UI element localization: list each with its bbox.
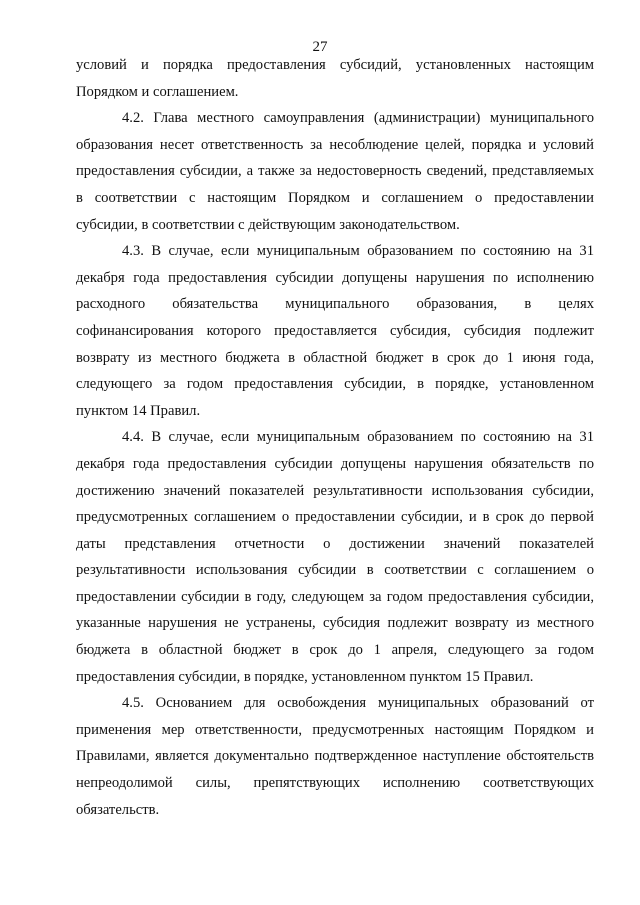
paragraph-4-2: 4.2. Глава местного самоуправления (администрации) муниципального образования несет ответственность за несоблюдение целей, порядка и условий предоставления субсидии, а также за недостоверность сведений, представляемых в соответствии с настоящим Порядком и соглашением о предоставлении субсидии, в соответствии с действующим законодательством. — [76, 110, 594, 233]
paragraph-continuation: условий и порядка предоставления субсидий, установленных настоящим Порядком и соглашением. — [76, 57, 594, 100]
page-number: 27 — [312, 39, 328, 55]
paragraph-4-3: 4.3. В случае, если муниципальным образованием по состоянию на 31 декабря года предоставления субсидии допущены нарушения по исполнению расходного обязательства муниципального образования, в целях софинансирования которого предоставляется субсидия, субсидия подлежит возврату из местного бюджета в областной бюджет в срок до 1 июня года, следующего за годом предоставления субсидии, в порядке, установленном пунктом 14 Правил. — [76, 243, 594, 419]
paragraph-4-5: 4.5. Основанием для освобождения муниципальных образований от применения мер ответственности, предусмотренных настоящим Порядком и Правилами, является документально подтвержденное наступление обстоятельств непреодолимой силы, препятствующих исполнению соответствующих обязательств. — [76, 695, 594, 818]
paragraph-4-4: 4.4. В случае, если муниципальным образованием по состоянию на 31 декабря года предоставления субсидии допущены нарушения обязательств по достижению значений показателей результативности использования субсидии, предусмотренных соглашением о предоставлении субсидии, и в срок до первой даты представления отчетности о достижении значений показателей результативности использования субсидии в соответствии с соглашением о предоставлении субсидии в году, следующем за годом предоставления субсидии, указанные нарушения не устранены, субсидия подлежит возврату из местного бюджета в областной бюджет в срок до 1 апреля, следующего за годом предоставления субсидии, в порядке, установленном пунктом 15 Правил. — [76, 429, 594, 685]
document-body — [76, 52, 594, 823]
